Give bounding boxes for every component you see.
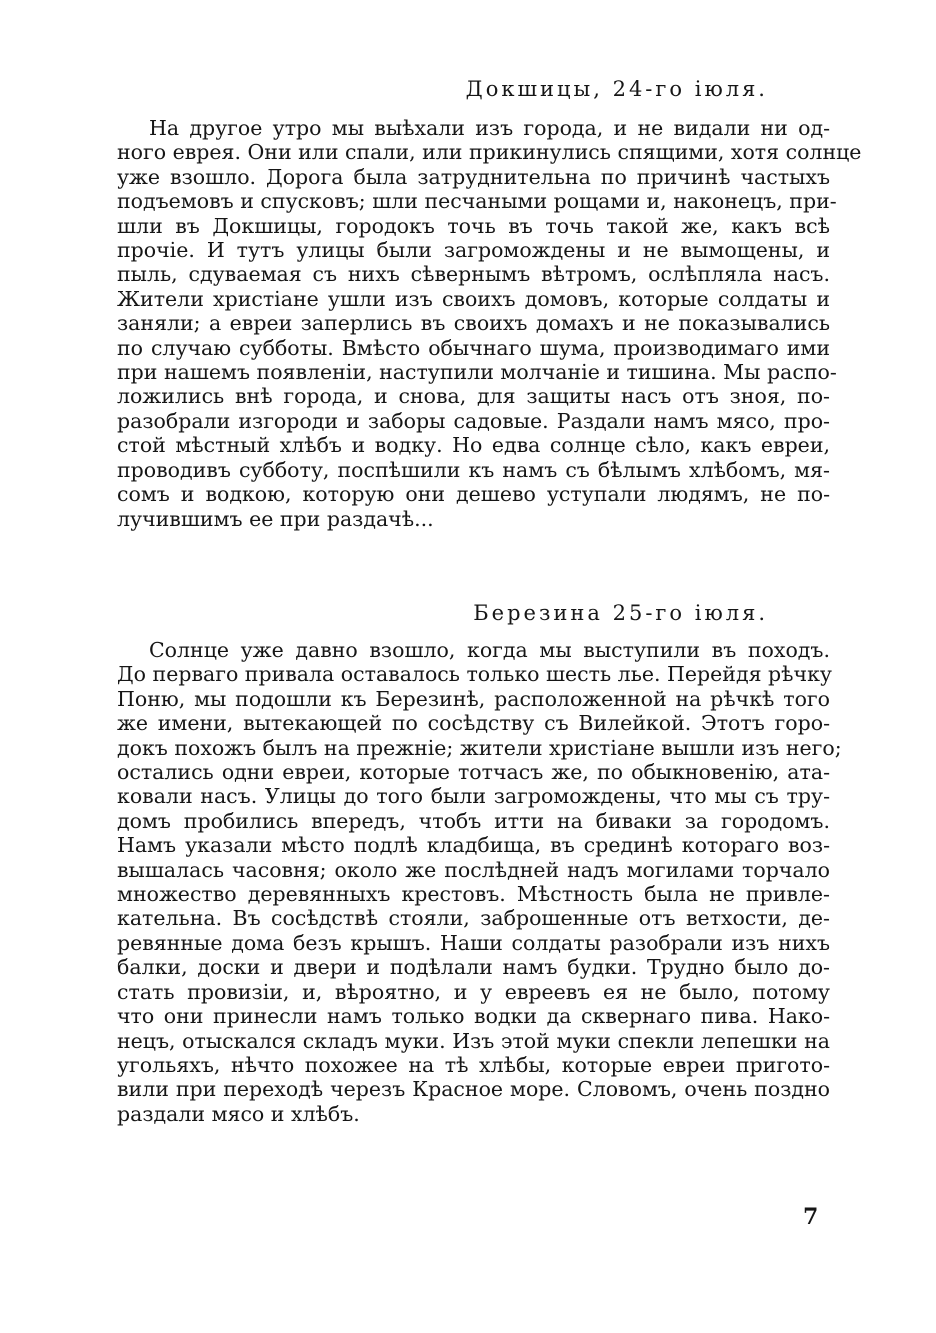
text-line: сомъ и водкою, которую они дешево уступали людямъ, не по- (117, 482, 830, 507)
text-line: заняли; а евреи заперлись въ своихъ домахъ и не показывались (117, 311, 830, 336)
text-line: нецъ, отыскался складъ муки. Изъ этой муки спекли лепешки на (117, 1028, 830, 1053)
text-line: множество деревянныхъ крестовъ. Мѣстность была не привле- (117, 882, 830, 907)
page-number: 7 (803, 1204, 819, 1230)
text-line: Поню, мы подошли къ Березинѣ, расположенной на рѣчкѣ того (117, 686, 830, 711)
text-line: что они принесли намъ только водки да сквернаго пива. Нако- (117, 1004, 830, 1029)
text-line: раздали мясо и хлѣбъ. (117, 1101, 360, 1126)
paragraph-dokshitsy (117, 116, 862, 531)
text-line: домъ пробились впередъ, чтобъ итти на биваки за городомъ. (117, 808, 830, 833)
text-line: шли въ Докшицы, городокъ точь въ точь такой же, какъ всѣ (117, 213, 830, 238)
text-line: уже взошло. Дорога была затруднительна по причинѣ частыхъ (117, 164, 830, 189)
text-line: по случаю субботы. Вмѣсто обычнаго шума, производимаго ими (117, 335, 830, 360)
text-line: ковали насъ. Улицы до того были загромождены, что мы съ тру- (117, 784, 830, 809)
text-line: при нашемъ появленіи, наступили молчаніе и тишина. Мы распо- (117, 360, 837, 385)
entry-heading-berezina: Березина 25-го іюля. (473, 601, 768, 625)
text-line: же имени, вытекающей по сосѣдству съ Вилейкой. Этотъ горо- (117, 711, 830, 736)
text-line: угольяхъ, нѣчто похожее на тѣ хлѣбы, которые евреи пригото- (117, 1052, 830, 1077)
text-line: подъемовъ и спусковъ; шли песчаными рощами и, наконецъ, при- (117, 189, 837, 214)
text-line: Намъ указали мѣсто подлѣ кладбища, въ срединѣ котораго воз- (117, 833, 830, 858)
text-line: ного еврея. Они или спали, или прикинулись спящими, хотя солнце (117, 140, 862, 165)
text-line: стой мѣстный хлѣбъ и водку. Но едва солнце сѣло, какъ евреи, (117, 433, 830, 458)
text-line: вышалась часовня; около же послѣдней надъ могилами торчало (117, 857, 830, 882)
text-line: Жители христіане ушли изъ своихъ домовъ, которые солдаты и (117, 286, 830, 311)
text-line: разобрали изгороди и заборы садовые. Раздали намъ мясо, про- (117, 408, 830, 433)
text-line: стать провизіи, и, вѣроятно, и у евреевъ ея не было, потому (117, 979, 830, 1004)
text-line: ревянные дома безъ крышъ. Наши солдаты разобрали изъ нихъ (117, 930, 830, 955)
text-line: Солнце уже давно взошло, когда мы выступили въ походъ. (149, 638, 830, 662)
text-line: До перваго привала оставалось только шесть лье. Перейдя рѣчку (117, 662, 832, 687)
entry-heading-dokshitsy: Докшицы, 24-го іюля. (465, 77, 768, 101)
text-line: вили при переходѣ черезъ Красное море. Словомъ, очень поздно (117, 1077, 830, 1102)
text-line: лучившимъ ее при раздачѣ... (117, 506, 434, 531)
text-line: остались одни евреи, которые тотчасъ же, по обыкновенію, ата- (117, 760, 830, 785)
paragraph-berezina (117, 638, 842, 1126)
text-line: проводивъ субботу, поспѣшили къ намъ съ бѣлымъ хлѣбомъ, мя- (117, 457, 830, 482)
text-line: балки, доски и двери и подѣлали намъ будки. Трудно было до- (117, 955, 830, 980)
text-line: прочіе. И тутъ улицы были загромождены и не вымощены, и (117, 238, 830, 263)
text-line: На другое утро мы выѣхали изъ города, и не видали ни од- (149, 116, 830, 140)
text-line: кательна. Въ сосѣдствѣ стояли, заброшенные отъ ветхости, де- (117, 906, 830, 931)
text-line: докъ похожъ былъ на прежніе; жители христіане вышли изъ него; (117, 735, 842, 760)
text-line: ложились внѣ города, и снова, для защиты насъ отъ зноя, по- (117, 384, 830, 409)
text-line: пыль, сдуваемая съ нихъ сѣвернымъ вѣтромъ, ослѣпляла насъ. (117, 262, 830, 287)
